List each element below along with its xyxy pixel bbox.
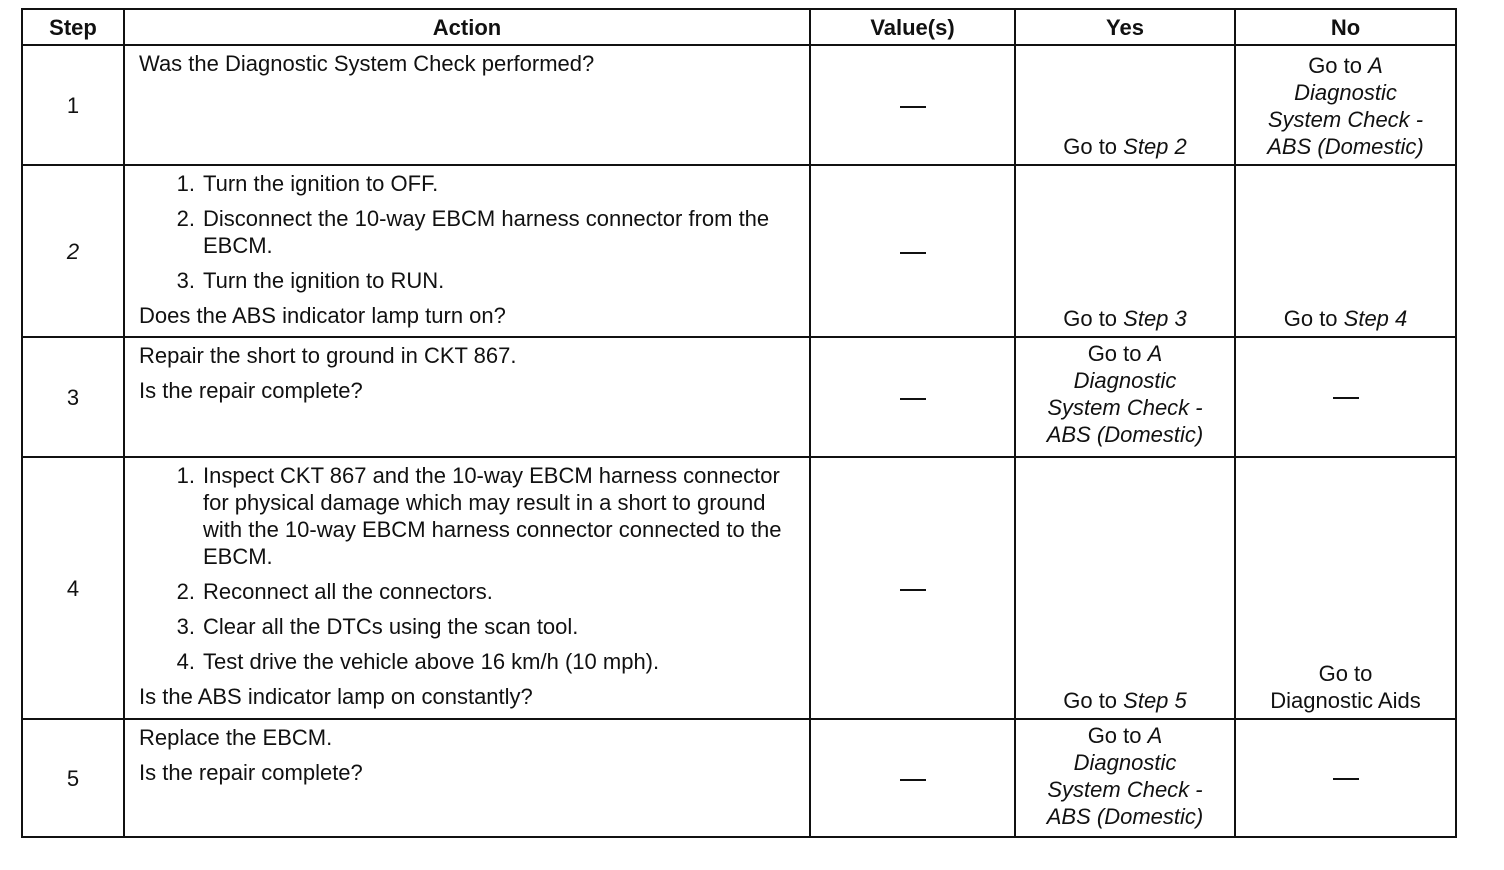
step-number: 3 [22,337,124,457]
action-cell [124,719,810,837]
substep-text: Reconnect all the connectors. [203,579,493,604]
substep-num: 3. [176,268,195,293]
value-dash [900,398,926,400]
value-dash [900,252,926,254]
header-step: Step [22,9,124,45]
substep-num: 4. [176,649,195,674]
action-text: Was the Diagnostic System Check performed? [139,51,595,76]
table-row-step-4 [22,457,1456,719]
yes-cell [1015,45,1235,165]
substep-item [139,462,795,570]
action-question: Is the repair complete? [139,378,363,403]
action-question: Is the ABS indicator lamp on constantly? [139,684,533,709]
table-row-step-2 [22,165,1456,337]
yes-cell [1015,719,1235,837]
no-cell [1235,457,1456,719]
yes-prefix: Go to [1063,688,1124,713]
no-line[interactable]: System Check - [1267,107,1424,132]
action-question: Does the ABS indicator lamp turn on? [139,303,506,328]
substep-num: 3. [176,614,195,639]
step-number: 1 [22,45,124,165]
substep-text: Clear all the DTCs using the scan tool. [203,614,579,639]
value-dash [900,589,926,591]
no-prefix: Go to [1283,306,1344,331]
table-row-step-1 [22,45,1456,165]
substep-num: 2. [176,206,195,231]
action-text: Repair the short to ground in CKT 867. [139,343,517,368]
substep-text: Inspect CKT 867 and the 10-way EBCM harness connector for physical damage which may result in a short to ground with the 10-way EBCM harness connector connected to the EBCM. [203,463,782,569]
yes-line [1022,340,1228,367]
yes-goto-text: Go to [1087,341,1148,366]
substep-num: 1. [176,463,195,488]
yes-line[interactable]: Diagnostic [1073,368,1177,393]
substep-list [139,462,795,675]
action-cell [124,45,810,165]
no-goto-text: Go to [1308,53,1369,78]
no-line [1242,52,1449,79]
yes-cell [1015,337,1235,457]
header-no: No [1235,9,1456,45]
yes-cell [1015,457,1235,719]
no-line[interactable]: Diagnostic [1294,80,1397,105]
value-cell [810,165,1015,337]
table-row-step-3 [22,337,1456,457]
yes-prefix: Go to [1063,306,1124,331]
value-cell [810,719,1015,837]
substep-item [139,613,795,640]
no-step-link[interactable]: Step 4 [1343,306,1408,331]
yes-line[interactable]: ABS (Domestic) [1046,804,1204,829]
substep-num: 2. [176,579,195,604]
yes-line [1022,722,1228,749]
substep-text: Turn the ignition to RUN. [203,268,445,293]
yes-prefix: Go to [1063,134,1124,159]
no-line[interactable]: ABS (Domestic) [1267,134,1424,159]
header-row [22,9,1456,45]
yes-step-link[interactable]: Step 3 [1123,306,1187,331]
substep-item [139,170,795,197]
substep-num: 1. [176,171,195,196]
value-dash [900,106,926,108]
no-goto-a-link[interactable]: A [1368,53,1383,78]
value-dash [900,779,926,781]
substep-item [139,205,795,259]
header-yes: Yes [1015,9,1235,45]
substep-text: Disconnect the 10-way EBCM harness connector from the EBCM. [203,206,770,258]
substep-text: Test drive the vehicle above 16 km/h (10 mph). [203,649,660,674]
substep-list [139,170,795,294]
yes-line[interactable]: System Check - [1047,395,1203,420]
yes-step-link[interactable]: Step 2 [1123,134,1187,159]
action-question: Is the repair complete? [139,760,363,785]
value-cell [810,457,1015,719]
yes-goto-a-link[interactable]: A [1147,723,1163,748]
no-cell [1235,45,1456,165]
step-number: 4 [22,457,124,719]
yes-step-link[interactable]: Step 5 [1123,688,1187,713]
action-cell [124,457,810,719]
substep-text: Turn the ignition to OFF. [203,171,439,196]
no-cell [1235,719,1456,837]
step-number: 5 [22,719,124,837]
yes-line[interactable]: System Check - [1047,777,1203,802]
substep-item [139,578,795,605]
no-cell [1235,337,1456,457]
yes-line[interactable]: ABS (Domestic) [1046,422,1204,447]
value-cell [810,45,1015,165]
yes-goto-a-link[interactable]: A [1147,341,1163,366]
no-diagnostic-aids-link[interactable]: Diagnostic Aids [1270,688,1421,713]
no-line: Go to [1318,661,1373,686]
yes-cell [1015,165,1235,337]
action-text: Replace the EBCM. [139,725,333,750]
action-cell [124,337,810,457]
no-dash [1333,778,1359,780]
header-values: Value(s) [810,9,1015,45]
yes-goto-text: Go to [1087,723,1148,748]
table-row-step-5 [22,719,1456,837]
no-cell [1235,165,1456,337]
diagnostic-table [21,8,1457,838]
header-action: Action [124,9,810,45]
value-cell [810,337,1015,457]
substep-item [139,267,795,294]
action-cell [124,165,810,337]
yes-line[interactable]: Diagnostic [1073,750,1177,775]
no-dash [1333,397,1359,399]
step-number: 2 [22,165,124,337]
substep-item [139,648,795,675]
